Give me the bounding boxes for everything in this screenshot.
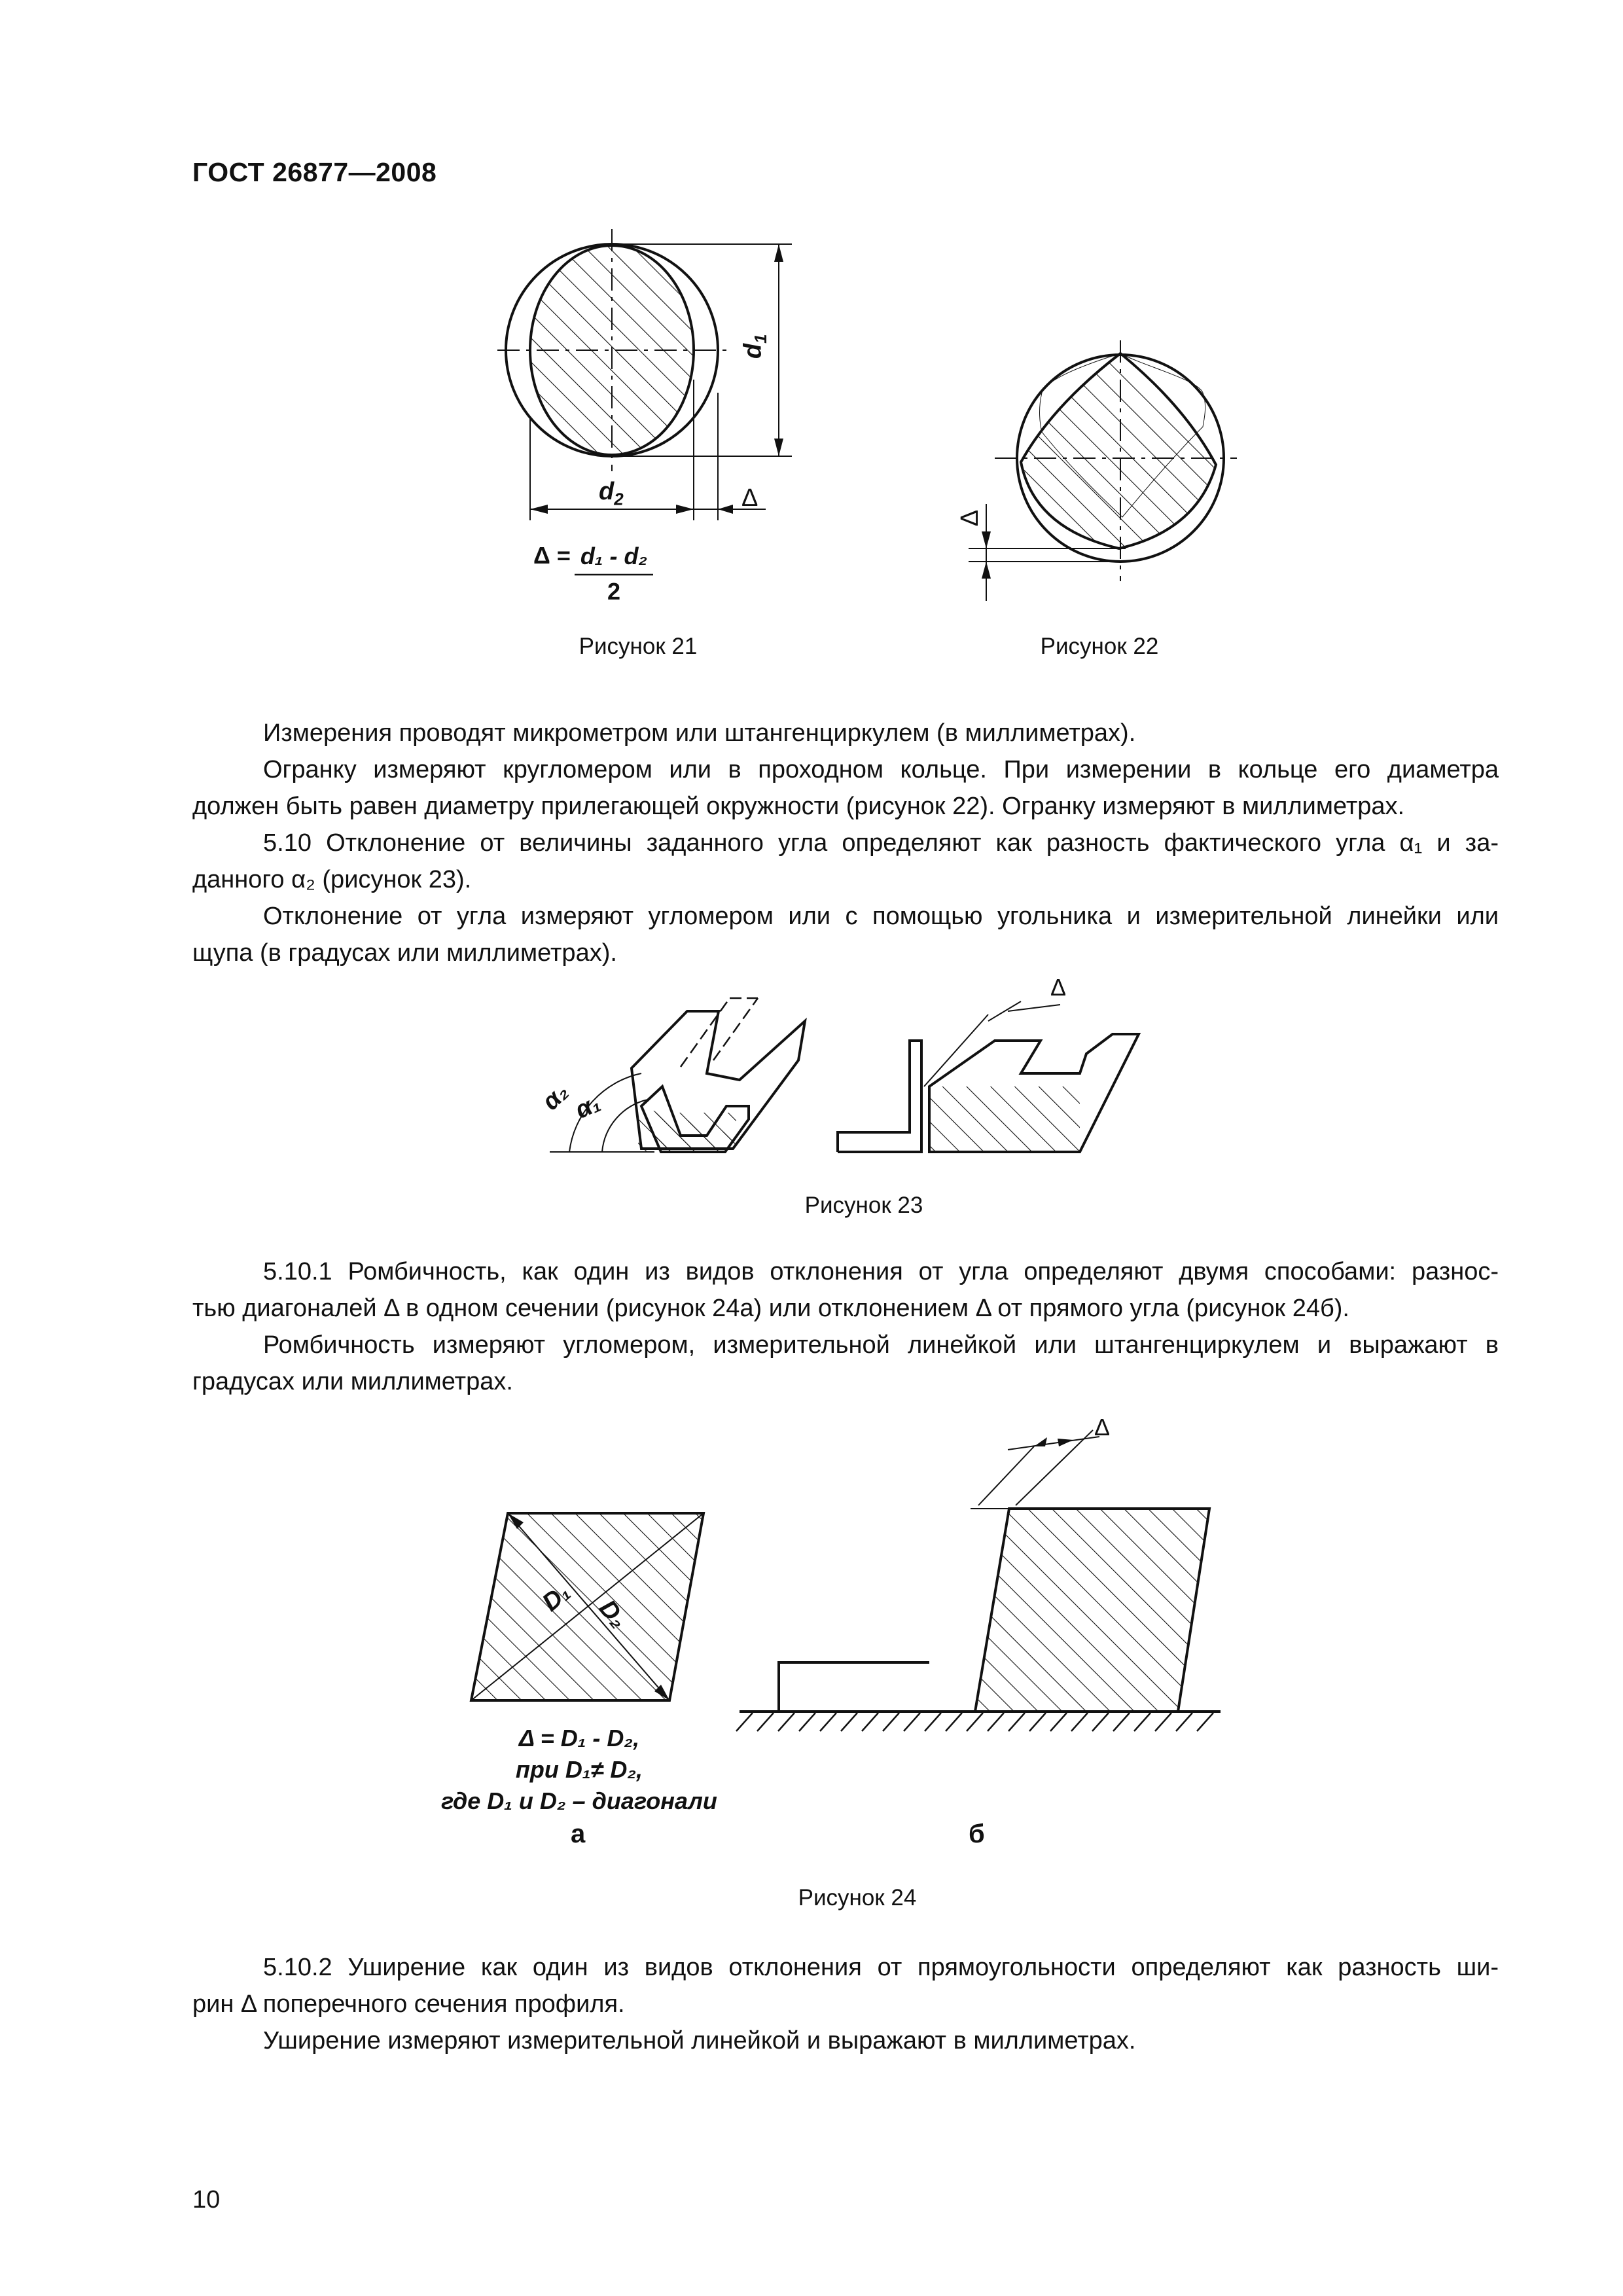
- fig21-formula-denominator: 2: [607, 578, 621, 605]
- page-number: 10: [192, 2186, 221, 2214]
- fig24-delta-label: Δ: [1094, 1414, 1111, 1441]
- paragraph-4-line-1: Отклонение от угла измеряют угломером или с помощью угольника и измерительной линейки или: [263, 903, 1499, 930]
- fig21-formula-numerator: d₁ - d₂: [580, 543, 648, 569]
- paragraph-6-line-2: градусах или миллиметрах.: [192, 1368, 513, 1395]
- figure-24a-drawing: [471, 1513, 704, 1700]
- paragraph-3-line-2: данного α₂ (рисунок 23).: [192, 866, 472, 893]
- paragraph-8: Уширение измеряют измерительной линейкой и выражают в миллиметрах.: [263, 2027, 1136, 2054]
- fig24-d2-label: D₂: [593, 1594, 632, 1634]
- fig23-delta-label: Δ: [1050, 974, 1067, 1001]
- paragraph-5-line-1: 5.10.1 Ромбичность, как один из видов отклонения от угла определяют двумя способами: разнос-: [263, 1258, 1499, 1285]
- fig24-formula-line-2: при D₁≠ D₂,: [515, 1756, 643, 1783]
- fig23-alpha1-label: α₁: [571, 1089, 605, 1124]
- figure-21-drawing: [497, 229, 792, 575]
- fig24-sub-a-label: а: [571, 1820, 586, 1848]
- paragraph-6-line-1: Ромбичность измеряют угломером, измерительной линейкой или штангенциркулем и выражают в: [263, 1331, 1499, 1359]
- fig23-alpha2-label: α₂: [537, 1078, 574, 1116]
- fig22-delta-label: Δ: [956, 509, 984, 527]
- paragraph-5-line-2: тью диагоналей Δ в одном сечении (рисунок 24а) или отклонением Δ от прямого угла (рисунок 24б).: [192, 1295, 1349, 1322]
- paragraph-1: Измерения проводят микрометром или штангенциркулем (в миллиметрах).: [263, 719, 1136, 747]
- paragraph-3-line-1: 5.10 Отклонение от величины заданного угла определяют как разность фактического угла α₁ и за-: [263, 829, 1499, 857]
- fig21-d1-label: $d_1$: [739, 334, 771, 359]
- paragraph-4-line-2: щупа (в градусах или миллиметрах).: [192, 939, 617, 967]
- paragraph-7-line-2: рин Δ поперечного сечения профиля.: [192, 1990, 625, 2018]
- figure-22-drawing: [969, 340, 1237, 601]
- figure-24b-drawing: [736, 1430, 1221, 1731]
- fig21-d2-label: $d_2$: [599, 478, 624, 509]
- fig24-formula-line-3: где D₁ и D₂ – диагонали: [441, 1787, 717, 1814]
- figure-21-caption: Рисунок 21: [579, 634, 698, 659]
- paragraph-7-line-1: 5.10.2 Уширение как один из видов отклонения от прямоугольности определяют как разность ши-: [263, 1954, 1499, 1981]
- paragraph-2-line-1: Огранку измеряют кругломером или в проходном кольце. При измерении в кольце его диаметра: [263, 756, 1499, 783]
- fig24-formula-line-1: Δ = D₁ - D₂,: [518, 1725, 640, 1751]
- figure-24-caption: Рисунок 24: [798, 1885, 917, 1910]
- figure-23-caption: Рисунок 23: [804, 1193, 923, 1218]
- fig21-delta-label: Δ: [741, 484, 758, 512]
- figure-23-drawing: [550, 998, 1139, 1152]
- fig21-formula-lhs: Δ =: [533, 542, 571, 569]
- fig24-sub-b-label: б: [969, 1820, 985, 1848]
- fig24-d1-label: D₁: [537, 1578, 576, 1617]
- figure-22-caption: Рисунок 22: [1040, 634, 1159, 659]
- paragraph-2-line-2: должен быть равен диаметру прилегающей окружности (рисунок 22). Огранку измеряют в миллиметрах.: [192, 793, 1405, 820]
- document-header: ГОСТ 26877—2008: [192, 157, 437, 187]
